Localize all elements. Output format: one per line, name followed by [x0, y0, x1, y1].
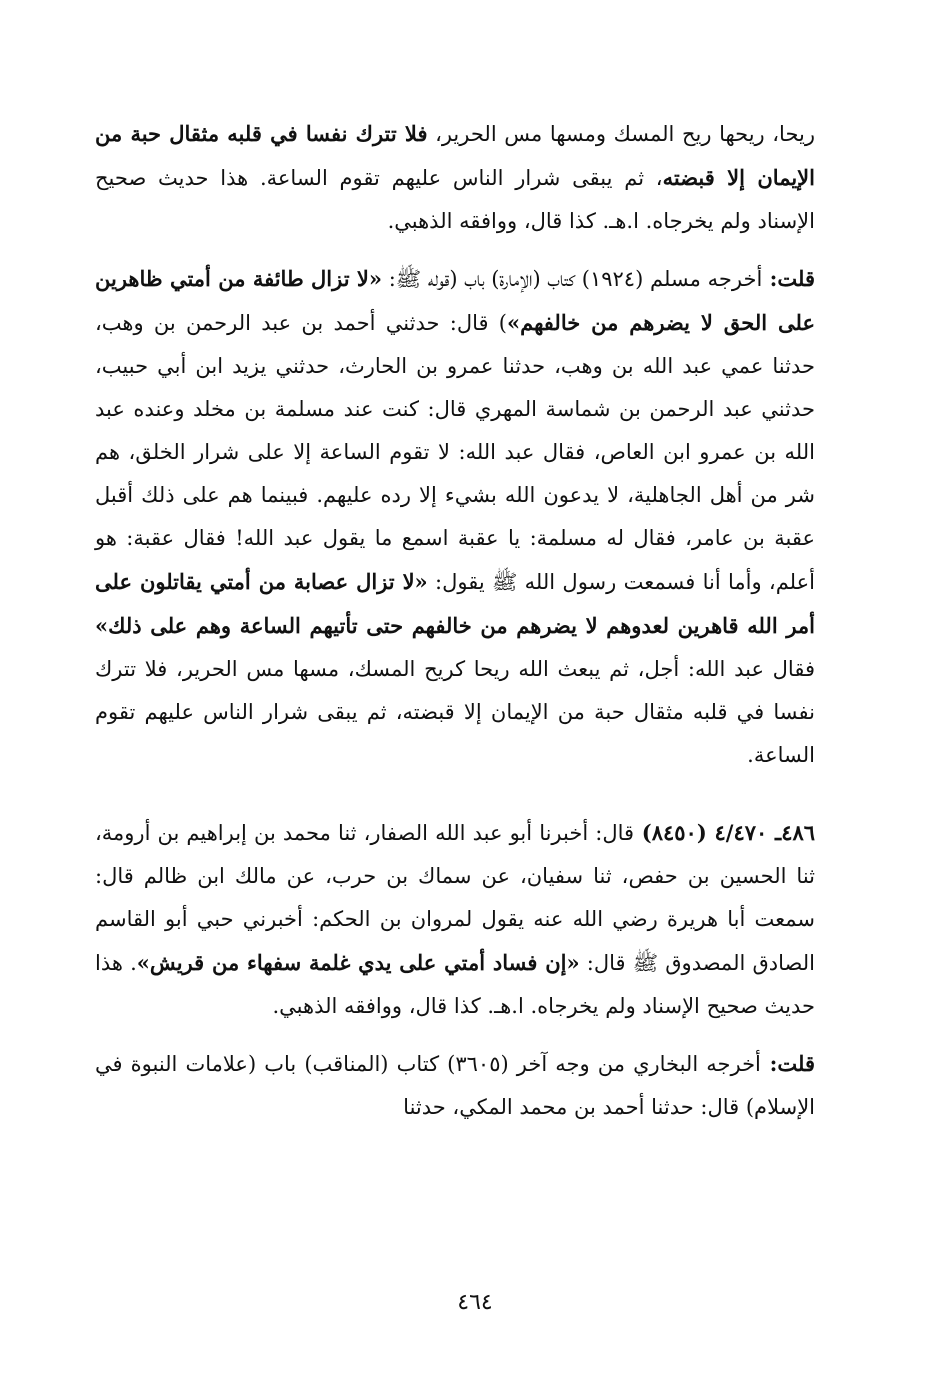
paragraph-2-text-5: «لا تزال عصابة من أمتي يقاتلون على أمر الله قاهرين لعدوهم لا يضرهم من خالفهم حتى تأتيهم الساعة وهم على ذلك»	[95, 569, 815, 638]
paragraph-4-text-1: قلت:	[760, 1051, 815, 1076]
paragraph-1	[95, 112, 815, 243]
page-number: ٤٦٤	[457, 1290, 493, 1315]
paragraph-2-text-2: أخرجه مسلم (١٩٢٤) كتاب (الإمارة) باب (قوله ﷺ:	[382, 267, 763, 291]
paragraph-1-text-2: فلا تترك نفسا في قلبه مثقال حبة من الإيمان إلا قبضته	[95, 121, 815, 190]
document-body	[95, 112, 815, 1145]
paragraph-3	[95, 811, 815, 1028]
paragraph-3-text-1: ٤٨٦ـ ٤/٤٧٠ (٨٤٥٠)	[634, 820, 816, 845]
paragraph-1-text-3: ، ثم يبقى شرار الناس عليهم تقوم الساعة. هذا حديث صحيح الإسناد ولم يخرجاه. ا.هـ. كذا قال، ووافقه الذهبي.	[95, 166, 815, 233]
paragraph-2-text-1: قلت:	[762, 266, 815, 291]
paragraph-2-text-6: فقال عبد الله: أجل، ثم يبعث الله ريحا كريح المسك، مسها مس الحرير، فلا تترك نفسا في قلبه مثقال حبة من الإيمان إلا قبضته، ثم يبقى شرار الناس عليهم تقوم الساعة.	[95, 657, 815, 767]
paragraph-3-text-4: . هذا حديث صحيح الإسناد ولم يخرجاه. ا.هـ. كذا قال، ووافقه الذهبي.	[95, 951, 815, 1018]
paragraph-4	[95, 1042, 815, 1129]
paragraph-3-text-2: قال: أخبرنا أبو عبد الله الصفار، ثنا محمد بن إبراهيم بن أرومة، ثنا الحسين بن حفص، ثنا سفيان، عن سماك بن حرب، عن مالك ابن ظالم قال: سمعت أبا هريرة رضي الله عنه يقول لمروان بن الحكم: أخبرني حبي أبو القاسم الصادق المصدوق ﷺ قال:	[95, 821, 815, 975]
paragraph-2-text-3: «لا تزال طائفة من أمتي ظاهرين على الحق لا يضرهم من خالفهم»	[95, 266, 815, 335]
paragraph-4-text-2: أخرجه البخاري من وجه آخر (٣٦٠٥) كتاب (المناقب) باب (علامات النبوة في الإسلام) قال: حدثنا أحمد بن محمد المكي، حدثنا	[95, 1052, 815, 1119]
paragraph-2	[95, 257, 815, 777]
paragraph-2-text-4: ) قال: حدثني أحمد بن عبد الرحمن بن وهب، حدثنا عمي عبد الله بن وهب، حدثنا عمرو بن الحارث، حدثني يزيد ابن أبي حبيب، حدثني عبد الرحمن بن شماسة المهري قال: كنت عند مسلمة بن مخلد وعنده عبد الله بن عمرو ابن العاص، فقال عبد الله: لا تقوم الساعة إلا على شرار الخلق، هم شر من أهل الجاهلية، لا يدعون الله بشيء إلا رده عليهم. فبينما هم على ذلك أقبل عقبة بن عامر، فقال له مسلمة: يا عقبة اسمع ما يقول عبد الله! فقال عقبة: هو أعلم، وأما أنا فسمعت رسول الله ﷺ يقول:	[95, 311, 815, 594]
paragraph-1-text-1: ريحا، ريحها ريح المسك ومسها مس الحرير،	[427, 122, 815, 146]
paragraph-3-text-3: «إن فساد أمتي على يدي غلمة سفهاء من قريش»	[136, 950, 580, 975]
